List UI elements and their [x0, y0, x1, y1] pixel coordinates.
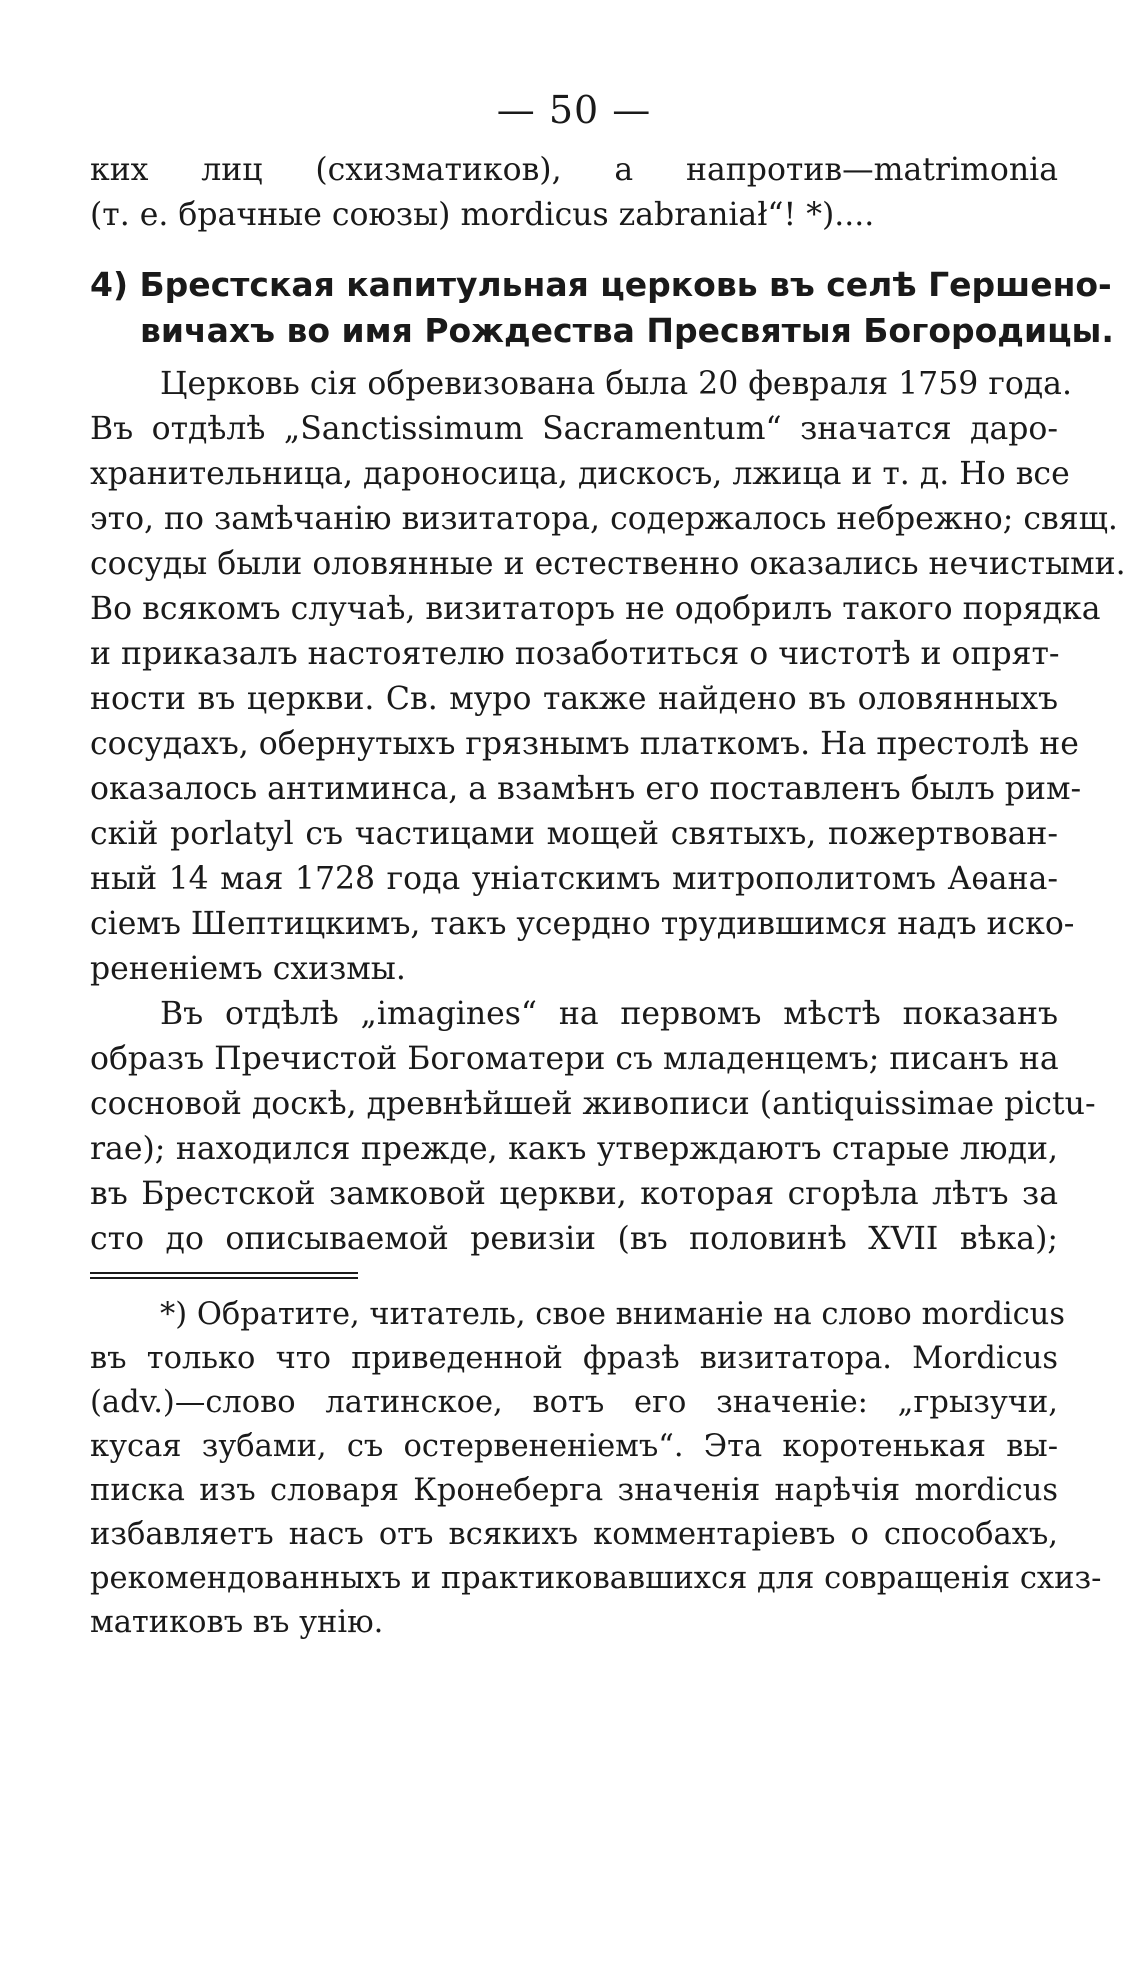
text-line: въ Брестской замковой церкви, которая сгорѣла лѣтъ за	[90, 1176, 1058, 1212]
text-line: скій porlatyl съ частицами мощей святыхъ, пожертвован-	[90, 816, 1058, 852]
footnote-line: писка изъ словаря Кронеберга значенія нарѣчія mordicus	[90, 1473, 1058, 1508]
text-line: это, по замѣчанію визитатора, содержалось небрежно; свящ.	[90, 501, 1118, 537]
text-line: ких лиц (схизматиков), а напротив—matrimonia	[90, 152, 1058, 188]
spacer	[90, 354, 1058, 362]
footnote-rule	[90, 1272, 358, 1279]
text-line: сосуды были оловянные и естественно оказались нечистыми.	[90, 546, 1126, 582]
book-page	[90, 80, 1126, 1645]
footnote-line: (adv.)—слово латинское, вотъ его значеніе: „грызучи,	[90, 1385, 1058, 1420]
text-line: (т. е. брачные союзы) mordicus zabraniał“! *)....	[90, 197, 875, 233]
text-line: оказалось антиминса, а взамѣнъ его поставленъ былъ рим-	[90, 771, 1082, 807]
text-line: rae); находился прежде, какъ утверждаютъ старые люди,	[90, 1131, 1058, 1167]
footnote-line: *) Обратите, читатель, свое вниманіе на слово mordicus	[160, 1297, 1065, 1332]
text-line: сосудахъ, обернутыхъ грязнымъ платкомъ. На престолѣ не	[90, 726, 1079, 762]
continuation-text	[90, 148, 1058, 238]
footnote-line: избавляетъ насъ отъ всякихъ комментаріевъ о способахъ,	[90, 1517, 1058, 1552]
page-number: — 50 —	[496, 88, 652, 132]
text-line: сіемъ Шептицкимъ, такъ усердно трудившимся надъ искo-	[90, 906, 1075, 942]
text-line: Во всякомъ случаѣ, визитаторъ не одобрилъ такого порядка	[90, 591, 1101, 627]
section-heading	[90, 262, 1114, 354]
heading-line: вичахъ во имя Рождества Пресвятыя Богородицы.	[140, 311, 1114, 350]
paragraph-2	[90, 992, 1096, 1262]
text-line: рененіемъ схизмы.	[90, 951, 406, 987]
paragraph-1	[90, 362, 1126, 992]
text-line: ности въ церкви. Св. муро также найдено въ оловянныхъ	[90, 681, 1058, 717]
text-line: образъ Пречистой Богоматери съ младенцемъ; писанъ на	[90, 1041, 1059, 1077]
text-line: ный 14 мая 1728 года уніатскимъ митрополитомъ Аѳана-	[90, 861, 1058, 897]
text-line: сосновой доскѣ, древнѣйшей живописи (antiquissimae pictu-	[90, 1086, 1096, 1122]
text-line: хранительница, дароносица, дискосъ, лжица и т. д. Но все	[90, 456, 1070, 492]
footnote-line: кусая зубами, съ остервененіемъ“. Эта коротенькая вы-	[90, 1429, 1058, 1464]
footnote-line: рекомендованныхъ и практиковавшихся для совращенія схиз-	[90, 1561, 1102, 1596]
spacer	[90, 238, 1058, 262]
heading-line: 4) Брестская капитульная церковь въ селѣ Гершено-	[90, 265, 1112, 304]
footnote-line: матиковъ въ унію.	[90, 1605, 384, 1640]
footnote-line: въ только что приведенной фразѣ визитатора. Mordicus	[90, 1341, 1058, 1376]
text-line: Въ отдѣлѣ „imagines“ на первомъ мѣстѣ показанъ	[160, 996, 1058, 1032]
text-line: Церковь сія обревизована была 20 февраля 1759 года.	[160, 366, 1072, 402]
text-line: и приказалъ настоятелю позаботиться о чистотѣ и опрят-	[90, 636, 1060, 672]
text-line: сто до описываемой ревизіи (въ половинѣ XVII вѣка);	[90, 1221, 1058, 1257]
footnote	[90, 1293, 1102, 1645]
text-line: Въ отдѣлѣ „Sanctissimum Sacramentum“ значатся даро-	[90, 411, 1058, 447]
